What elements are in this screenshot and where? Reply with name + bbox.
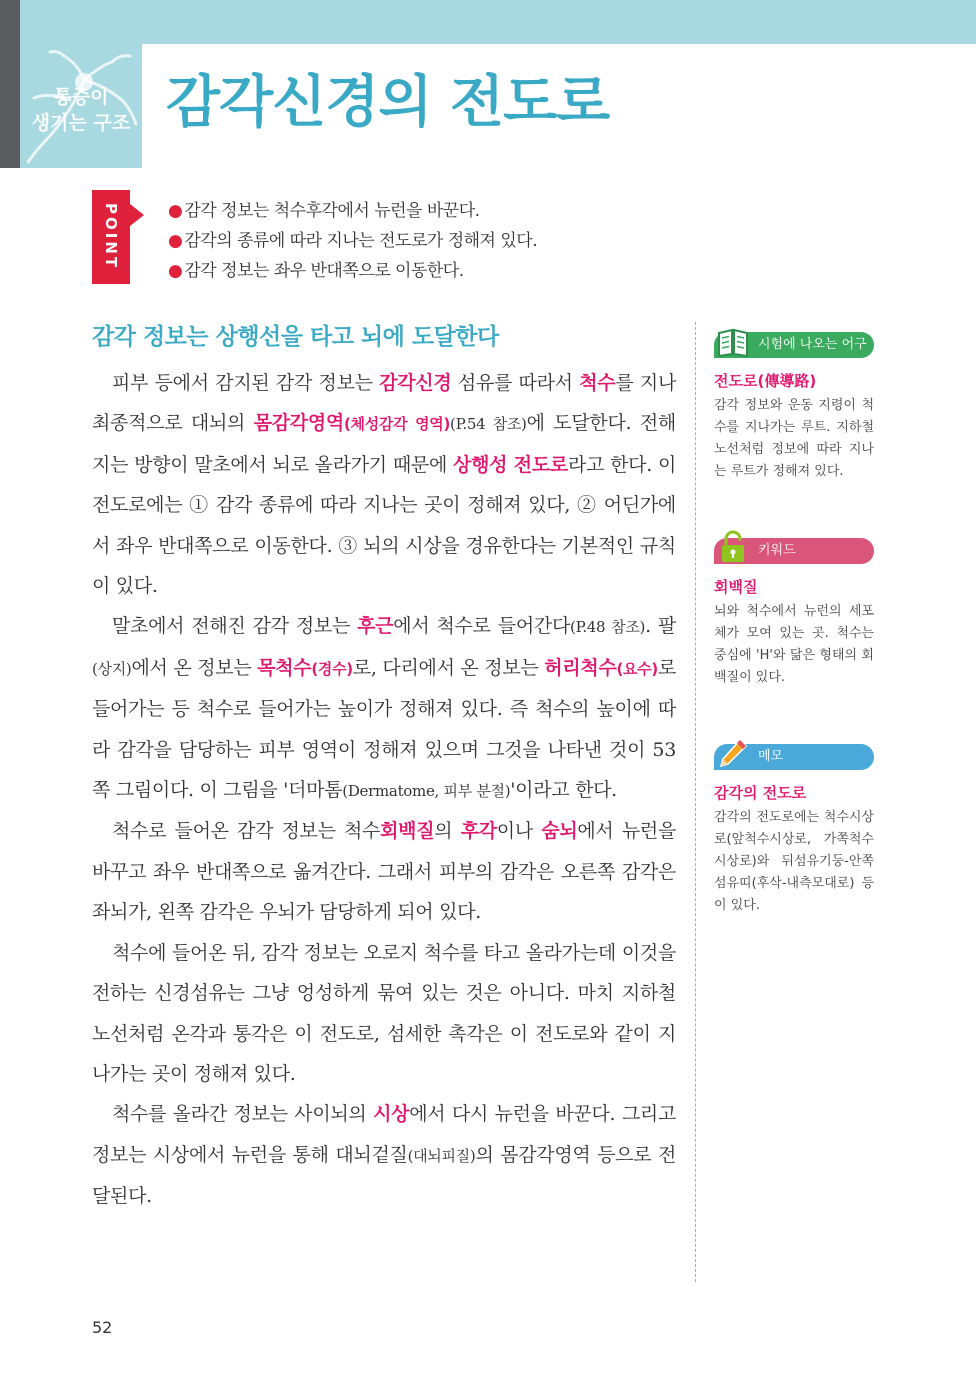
text-run: 에서 다시 뉴런을 바꾼다. 그리고 정보는 시상에서 뉴런을 통해 대뇌겉질 <box>92 1103 676 1166</box>
badge-text <box>20 84 142 136</box>
annotation: (상지) <box>92 659 132 678</box>
bullet-dot-icon: ● <box>168 201 183 221</box>
page-number: 52 <box>92 1318 113 1337</box>
memo-tag <box>714 744 874 770</box>
top-band <box>0 0 976 44</box>
exam-term: 전도로(傳導路) <box>714 372 817 390</box>
badge-line-1: 통증이 <box>53 86 109 108</box>
text-run: 라고 한다. 이 전도로에는 ① 감각 종류에 따라 지나는 곳이 정해져 있다, ② 어딘가에서 좌우 반대쪽으로 이동한다. ③ 뇌의 시상을 경유한다는 기본적인 규칙이 있다. <box>92 453 676 598</box>
chapter-title: 감각신경의 전도로 <box>166 70 610 135</box>
highlight-term: 척수 <box>579 372 616 394</box>
text-run: 에서 척수로 들어간다 <box>393 615 571 638</box>
keyword-box <box>714 538 874 689</box>
text-run: 를 지나 최종적으로 대뇌의 <box>92 372 677 435</box>
point-tab <box>92 190 130 284</box>
point-item-text: 감각 정보는 척수후각에서 뉴런을 바꾼다. <box>184 201 480 221</box>
point-item-text: 감각 정보는 좌우 반대쪽으로 이동한다. <box>184 261 464 281</box>
exam-terms-label: 시험에 나오는 어구 <box>758 337 867 352</box>
memo-label: 메모 <box>758 749 784 764</box>
body-text <box>92 363 676 1217</box>
text-run: 이나 <box>496 820 542 843</box>
page-reference: (P.48 참조) <box>570 618 646 637</box>
exam-term-desc: 감각 정보와 운동 지령이 척수를 지나가는 루트. 지하철 노선처럼 정보에 따라 지나는 루트가 정해져 있다. <box>714 398 874 479</box>
text-run: 에 도달한다. 전해지는 방향이 말초에서 뇌로 올라가기 때문에 <box>92 412 676 476</box>
text-run: 로, 다리에서 온 정보는 <box>352 656 545 679</box>
side-bar <box>0 0 20 168</box>
keyword-label: 키워드 <box>758 543 796 558</box>
text-run: 척수를 올라간 정보는 사이뇌의 <box>112 1103 374 1126</box>
annotation: (대뇌피질) <box>407 1146 476 1165</box>
text-run: 척수로 들어온 감각 정보는 척수 <box>112 820 381 843</box>
text-run: 말초에서 전해진 감각 정보는 <box>112 615 358 638</box>
highlight-term: (체성감각 영역) <box>343 415 451 434</box>
highlight-term: 시상 <box>373 1103 410 1126</box>
point-item <box>168 196 537 226</box>
book-icon <box>716 324 750 358</box>
point-label: POINT <box>102 203 120 271</box>
highlight-term: 허리척수 <box>544 656 617 679</box>
paragraph-1 <box>92 363 676 606</box>
highlight-term: (요수) <box>616 659 658 678</box>
text-run: 로 들어가는 등 척수로 들어가는 높이가 정해져 있다. 즉 척수의 높이에 따라 감각을 담당하는 피부 영역이 정해져 있으며 그것을 나타낸 것이 53쪽 그림이다. 이 그림을 '더마톰 <box>92 656 676 802</box>
highlight-term: 후각 <box>460 820 497 843</box>
paragraph-2 <box>92 606 676 811</box>
point-item <box>168 226 537 256</box>
pencil-icon <box>716 736 750 770</box>
text-run: 에서 온 정보는 <box>131 656 258 679</box>
highlight-term: 후근 <box>357 615 394 638</box>
column-divider <box>695 322 696 1282</box>
annotation: (Dermatome, 피부 분절) <box>342 782 511 801</box>
text-run: 의 몸감각영역 등으로 전달된다. <box>92 1143 676 1208</box>
highlight-term: 회백질 <box>380 820 435 843</box>
section-heading: 감각 정보는 상행선을 타고 뇌에 도달한다 <box>92 324 499 350</box>
point-list <box>168 196 537 286</box>
text-run: '이라고 한다. <box>510 779 617 802</box>
memo-desc: 감각의 전도로에는 척수시상로(앞척수시상로, 가쪽척수시상로)와 뒤섬유기둥-안쪽섬유띠(후삭-내측모대로) 등이 있다. <box>714 810 874 913</box>
paragraph-4: 척수에 들어온 뒤, 감각 정보는 오로지 척수를 타고 올라가는데 이것을 전하는 신경섬유는 그냥 엉성하게 묶여 있는 것은 아니다. 마치 지하철 노선처럼 온각과 통각은 이 전도로, 섬세한 촉각은 이 전도로와 같이 지나가는 곳이 정해져 있다. <box>92 941 676 1085</box>
text-run: 피부 등에서 감지된 감각 정보는 <box>112 372 380 394</box>
keyword-term: 회백질 <box>714 578 758 596</box>
highlight-term: 상행성 전도로 <box>453 453 568 476</box>
text-run: 섬유를 따라서 <box>451 372 580 394</box>
bullet-dot-icon: ● <box>168 261 183 281</box>
point-item-text: 감각의 종류에 따라 지나는 전도로가 정해져 있다. <box>184 231 538 251</box>
page-reference: (P.54 참조) <box>450 415 527 434</box>
exam-terms-box <box>714 332 874 483</box>
chapter-badge <box>20 44 142 168</box>
highlight-term: 몸감각영역 <box>253 412 344 435</box>
text-run: . 팔 <box>645 615 676 638</box>
text-run: 에서 뉴런을 바꾸고 좌우 반대쪽으로 옮겨간다. 그래서 피부의 감각은 오른쪽 감각은 좌뇌가, 왼쪽 감각은 우뇌가 담당하게 되어 있다. <box>92 820 676 924</box>
highlight-term: (경수) <box>311 659 353 678</box>
exam-terms-tag <box>714 332 874 358</box>
highlight-term: 감각신경 <box>379 372 452 394</box>
highlight-term: 목척수 <box>257 656 312 679</box>
text-run: 의 <box>434 820 461 843</box>
point-item <box>168 256 537 286</box>
bullet-dot-icon: ● <box>168 231 183 251</box>
keyword-desc: 뇌와 척수에서 뉴런의 세포체가 모여 있는 곳. 척수는 중심에 'H'와 닮은 형태의 회백질이 있다. <box>714 604 874 685</box>
paragraph-5 <box>92 1094 676 1216</box>
memo-box <box>714 744 874 917</box>
paragraph-3 <box>92 811 676 932</box>
keyword-tag <box>714 538 874 564</box>
badge-line-2: 생기는 구조 <box>31 112 131 134</box>
lock-icon <box>716 530 750 564</box>
memo-term: 감각의 전도로 <box>714 784 807 802</box>
highlight-term: 숨뇌 <box>541 820 578 843</box>
